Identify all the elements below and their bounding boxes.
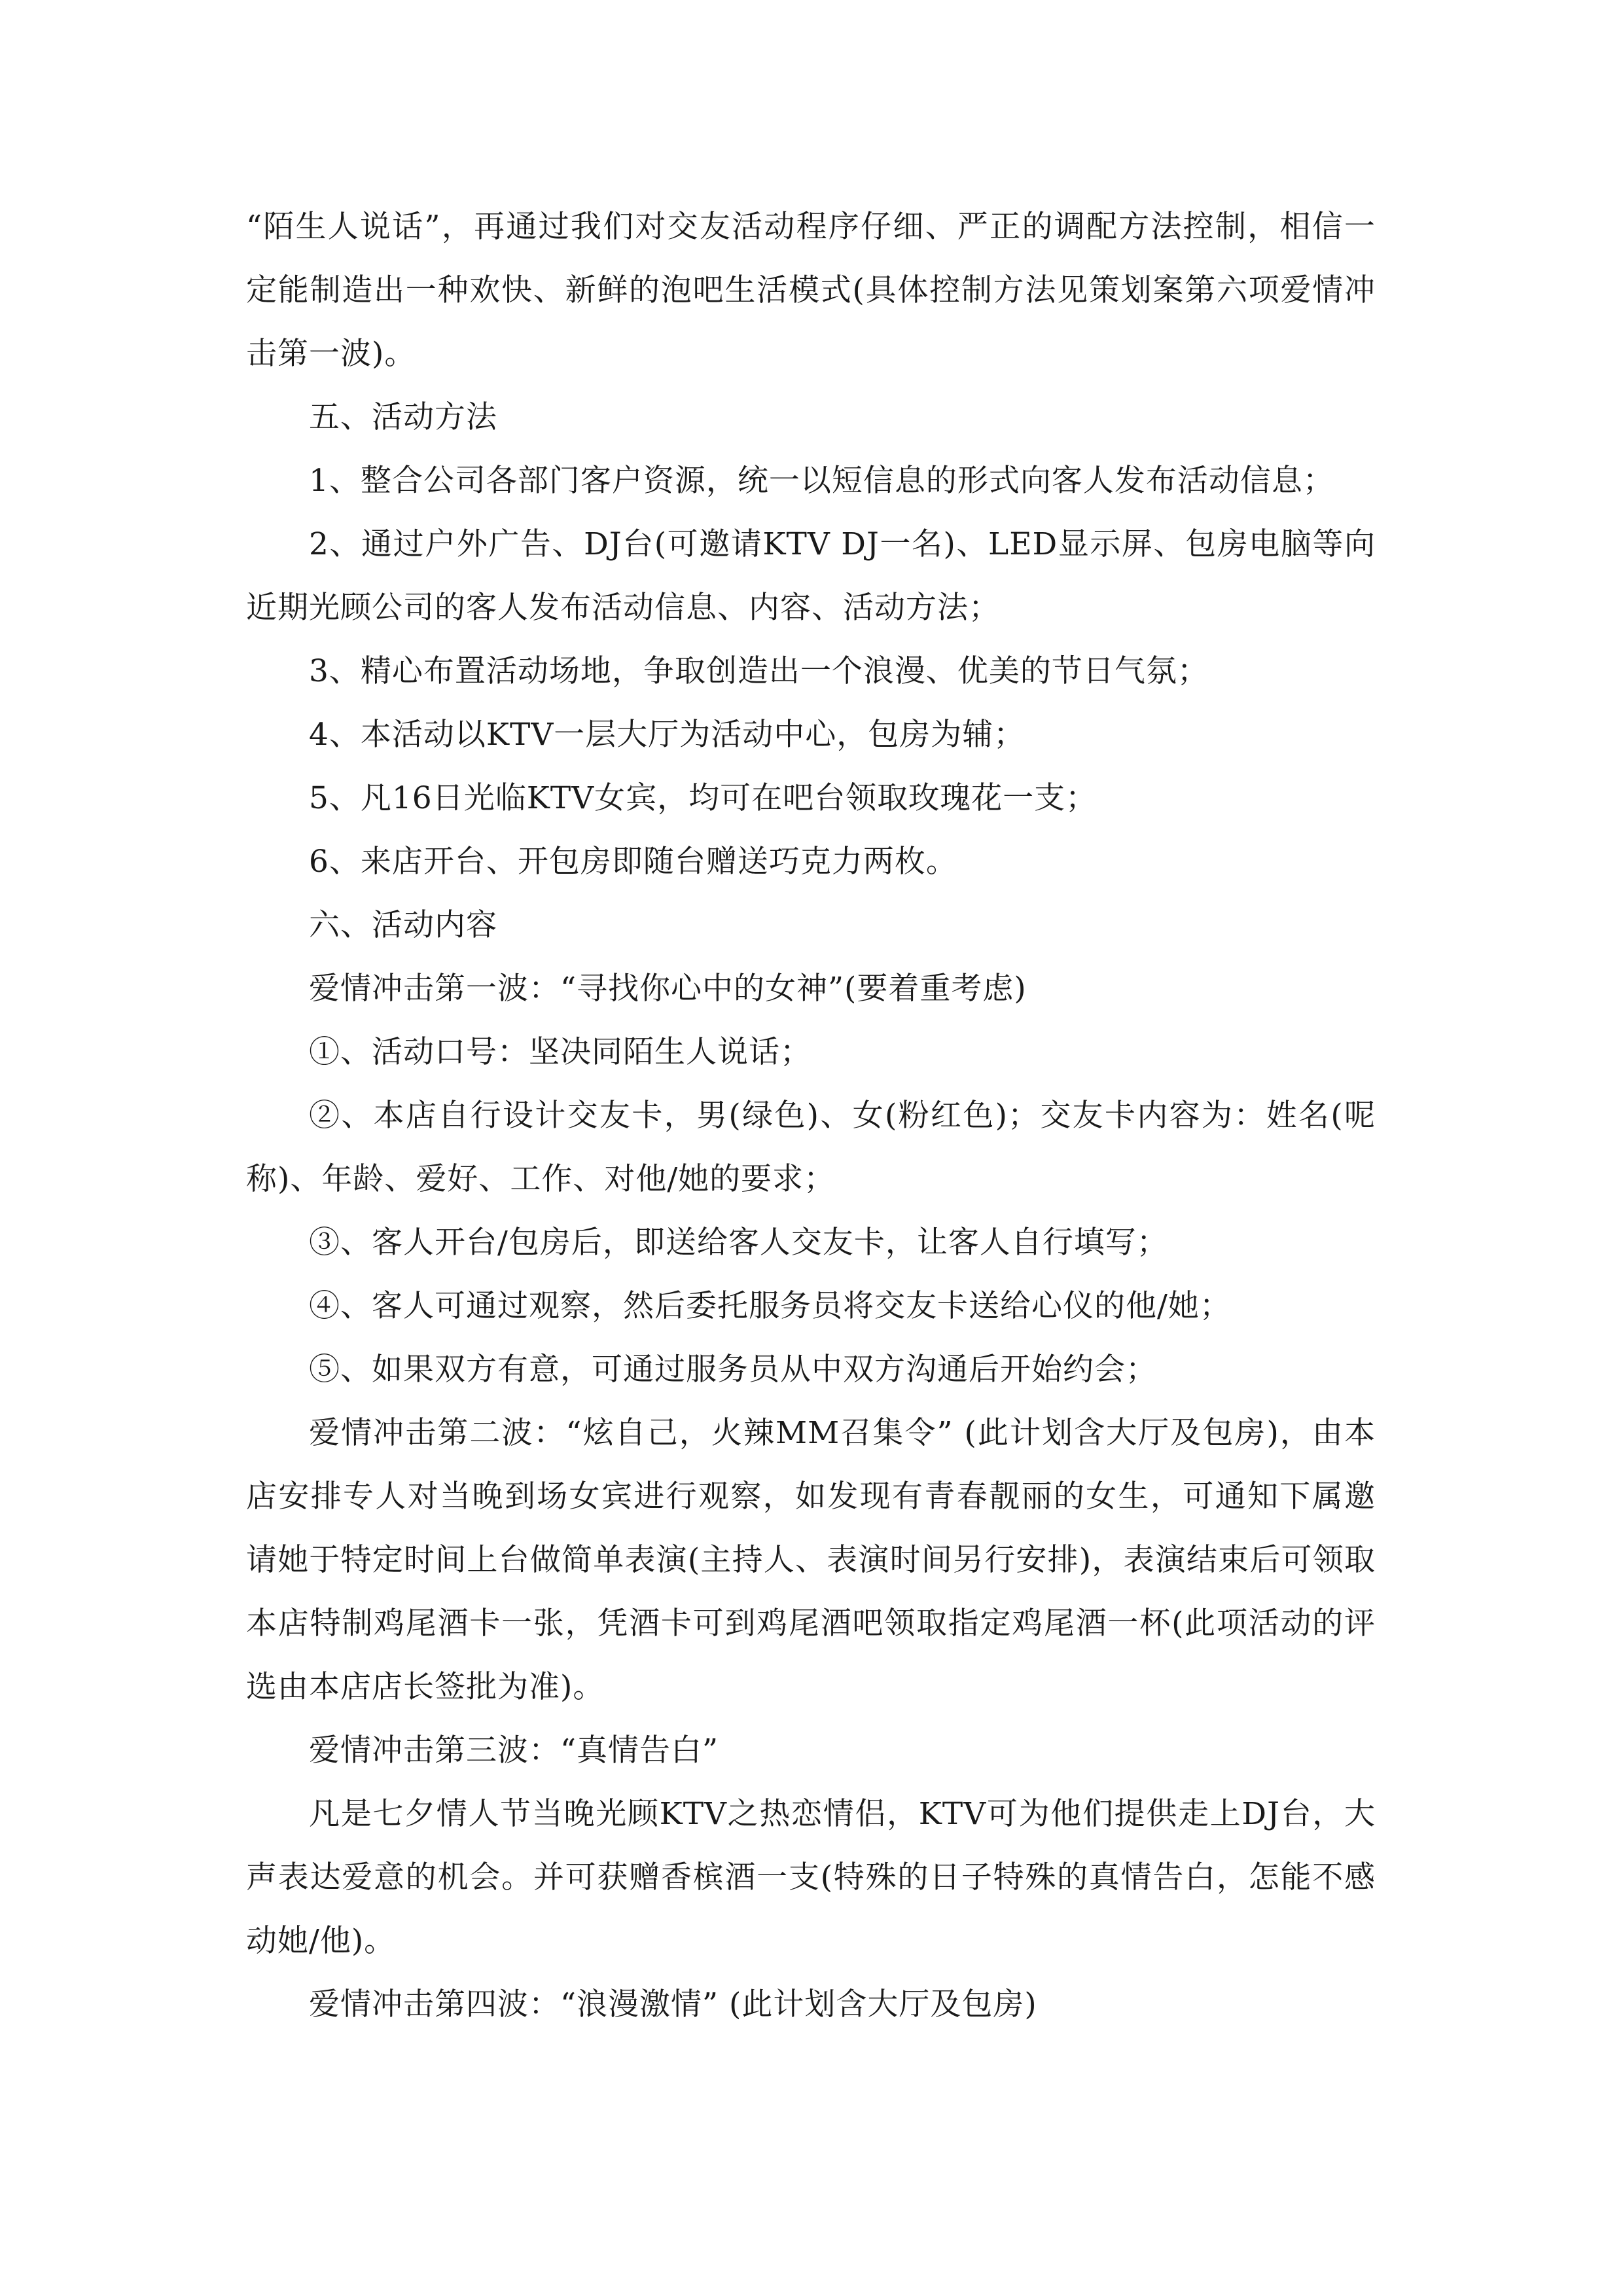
list-item: 1、整合公司各部门客户资源，统一以短信息的形式向客人发布活动信息； <box>309 463 1334 499</box>
list-item: 5、凡16日光临KTV女宾，均可在吧台领取玫瑰花一支； <box>309 780 1097 816</box>
list-item: 6、来店开台、开包房即随台赠送巧克力两枚。 <box>309 844 957 880</box>
list-item: 3、精心布置活动场地，争取创造出一个浪漫、优美的节日气氛； <box>309 653 1209 689</box>
list-item: ③、客人开台/包房后，即送给客人交友卡，让客人自行填写； <box>309 1225 1168 1261</box>
section-heading-activity-method: 五、活动方法 <box>309 399 497 435</box>
subheading-wave-one: 爱情冲击第一波：“寻找你心中的女神”(要着重考虑) <box>309 971 1027 1007</box>
paragraph-intro-continued: “陌生人说话”，再通过我们对交友活动程序仔细、严正的调配方法控制，相信一定能制造出一种欢快、新鲜的泡吧生活模式(具体控制方法见策划案第六项爱情冲击第一波)。 <box>246 209 1376 372</box>
paragraph-wave-two: 爱情冲击第二波：“炫自己，火辣MM召集令” (此计划含大厅及包房)，由本店安排专人对当晚到场女宾进行观察，如发现有青春靓丽的女生，可通知下属邀请她于特定时间上台做简单表演(主持人、表演时间另行安排)，表演结束后可领取本店特制鸡尾酒卡一张，凭酒卡可到鸡尾酒吧领取指定鸡尾酒一杯(此项活动的评选由本店店长签批为准)。 <box>246 1415 1376 1705</box>
section-heading-activity-content: 六、活动内容 <box>309 907 497 943</box>
list-item: 2、通过户外广告、DJ台(可邀请KTV DJ一名)、LED显示屏、包房电脑等向近期光顾公司的客人发布活动信息、内容、活动方法； <box>246 526 1376 626</box>
subheading-wave-four: 爱情冲击第四波：“浪漫激情” (此计划含大厅及包房) <box>309 1986 1037 2022</box>
subheading-wave-three: 爱情冲击第三波：“真情告白” <box>309 1732 719 1768</box>
paragraph-wave-three: 凡是七夕情人节当晚光顾KTV之热恋情侣，KTV可为他们提供走上DJ台，大声表达爱意的机会。并可获赠香槟酒一支(特殊的日子特殊的真情告白，怎能不感动她/他)。 <box>246 1796 1376 1959</box>
list-item: ②、本店自行设计交友卡，男(绿色)、女(粉红色)；交友卡内容为：姓名(呢称)、年龄、爱好、工作、对他/她的要求； <box>246 1098 1376 1197</box>
list-item: 4、本活动以KTV一层大厅为活动中心，包房为辅； <box>309 717 1026 753</box>
list-item: ④、客人可通过观察，然后委托服务员将交友卡送给心仪的他/她； <box>309 1288 1231 1324</box>
list-item: ①、活动口号：坚决同陌生人说话； <box>309 1034 812 1070</box>
list-item: ⑤、如果双方有意，可通过服务员从中双方沟通后开始约会； <box>309 1352 1157 1388</box>
document-body <box>246 195 1376 2036</box>
